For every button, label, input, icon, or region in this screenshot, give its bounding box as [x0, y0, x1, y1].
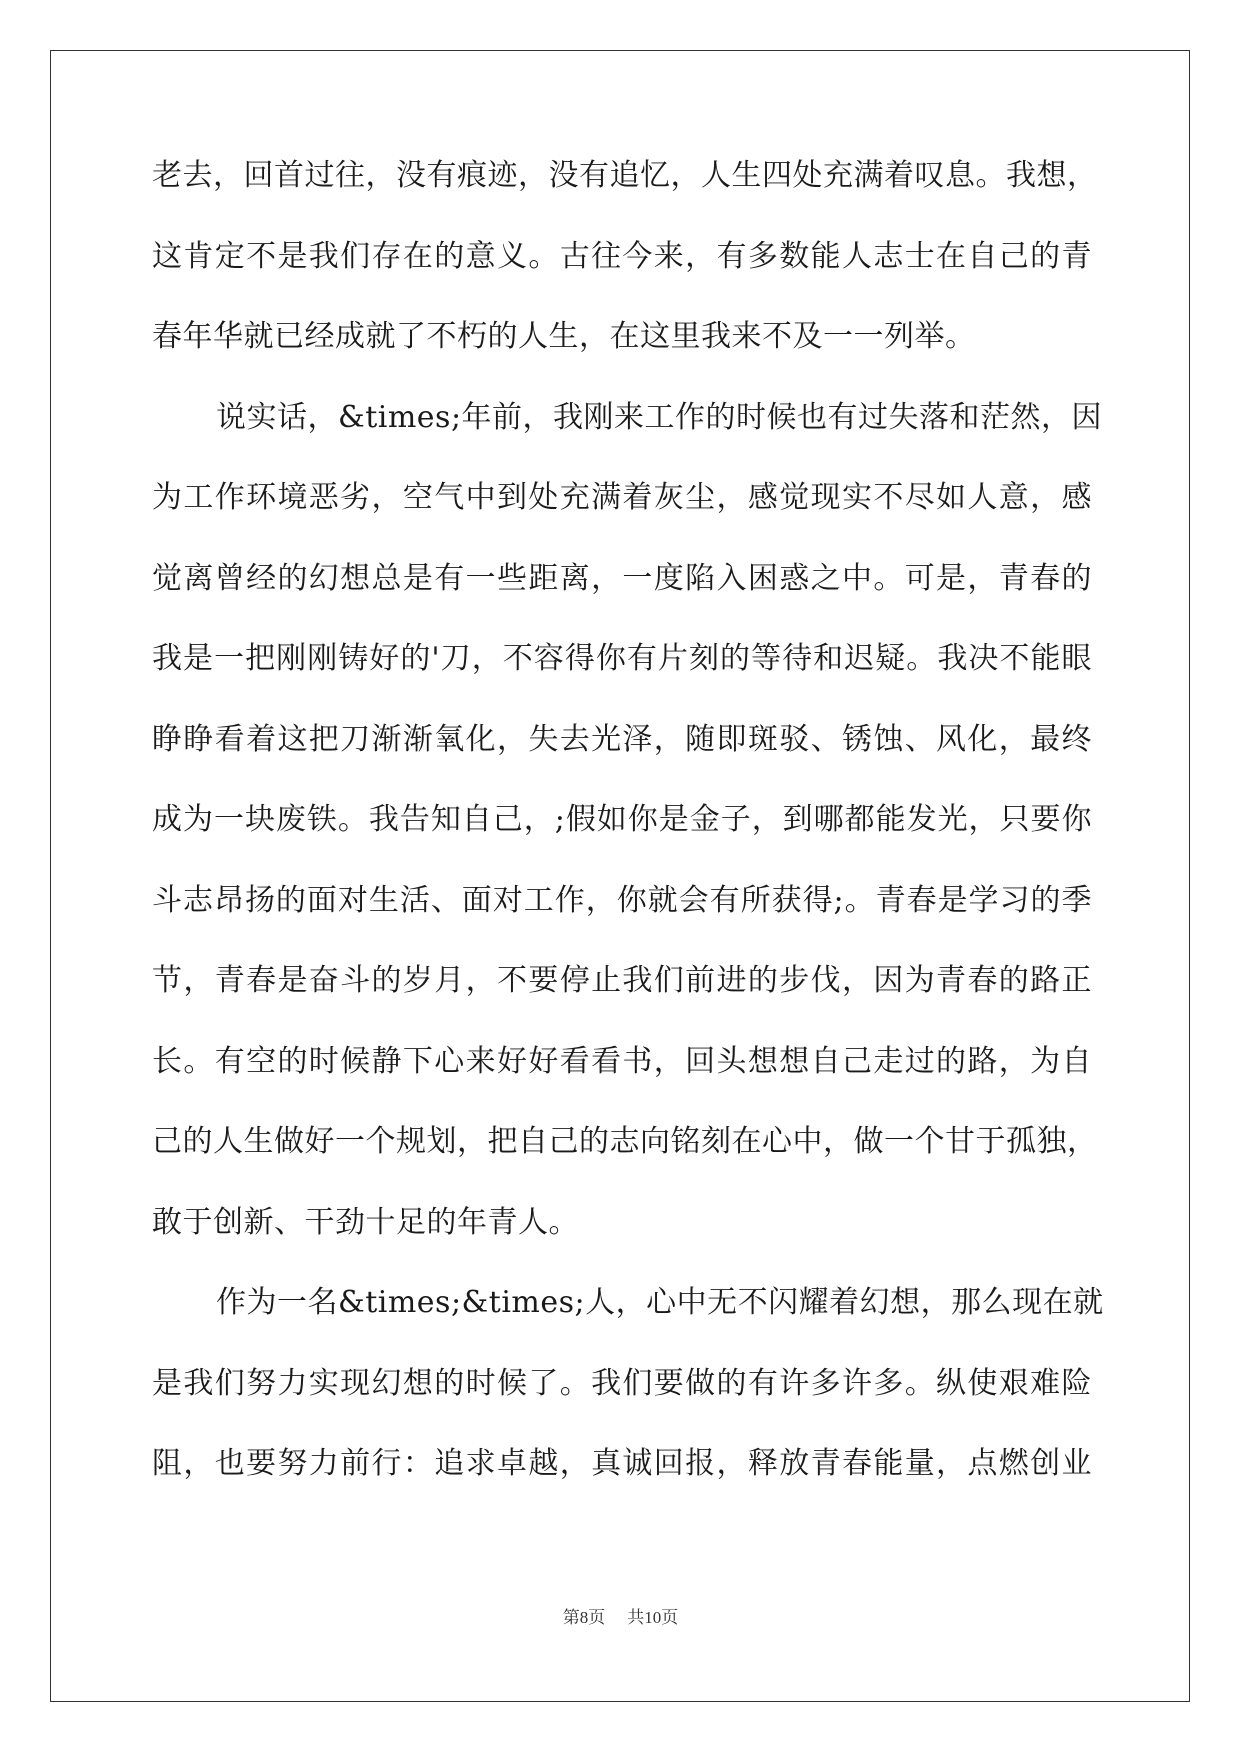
text-line: 长。有空的时候静下心来好好看看书，回头想想自己走过的路，为自 — [152, 1043, 1092, 1079]
document-body — [152, 156, 1104, 1525]
text-line: 老去，回首过往，没有痕迹，没有追忆，人生四处充满着叹息。我想， — [152, 158, 1098, 193]
text-line: 成为一块废铁。我告知自己，;假如你是金子，到哪都能发光，只要你 — [152, 802, 1092, 837]
page-total: 共10页 — [627, 1608, 679, 1627]
page-footer — [0, 1603, 1241, 1628]
text-line: 觉离曾经的幻想总是有一些距离，一度陷入困惑之中。可是，青春的 — [152, 560, 1092, 596]
text-line: 是我们努力实现幻想的时候了。我们要做的有许多许多。纵使艰难险 — [152, 1365, 1092, 1401]
text-line: 春年华就已经成就了不朽的人生，在这里我来不及一一列举。 — [152, 319, 976, 354]
text-line: 己的人生做好一个规划，把自己的志向铭刻在心中，做一个甘于孤独， — [152, 1124, 1098, 1159]
paragraph-start-line: 作为一名&times;&times;人，心中无不闪耀着幻想，那么现在就 — [216, 1285, 1104, 1320]
text-line: 我是一把刚刚铸好的'刀，不容得你有片刻的等待和迟疑。我决不能眼 — [152, 641, 1092, 676]
text-line: 睁睁看着这把刀渐渐氧化，失去光泽，随即斑驳、锈蚀、风化，最终 — [152, 721, 1092, 757]
text-line: 为工作环境恶劣，空气中到处充满着灰尘，感觉现实不尽如人意，感 — [152, 480, 1092, 515]
text-line: 这肯定不是我们存在的意义。古往今来，有多数能人志士在自己的青 — [152, 238, 1092, 274]
text-line: 阻，也要努力前行：追求卓越，真诚回报，释放青春能量，点燃创业 — [152, 1446, 1092, 1481]
text-line: 节，青春是奋斗的岁月，不要停止我们前进的步伐，因为青春的路正 — [152, 963, 1092, 998]
text-line: 敢于创新、干劲十足的年青人。 — [152, 1204, 579, 1240]
paragraph-start-line: 说实话，&times;年前，我刚来工作的时候也有过失落和茫然，因 — [216, 399, 1103, 435]
text-line: 斗志昂扬的面对生活、面对工作，你就会有所获得;。青春是学习的季 — [152, 882, 1092, 918]
page-number: 第8页 — [562, 1608, 606, 1627]
